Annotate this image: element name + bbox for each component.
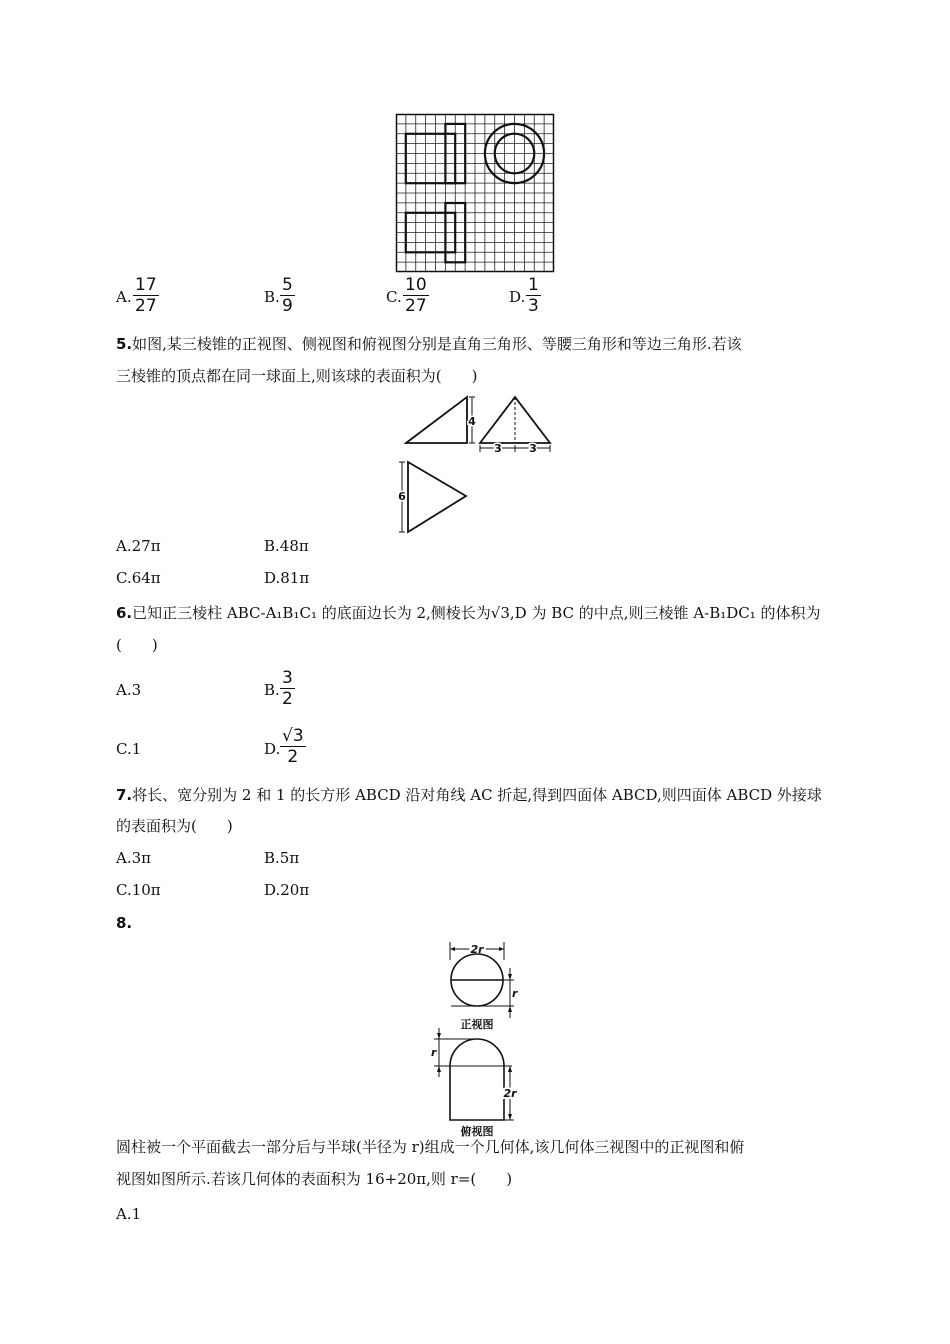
q7-option-a: [116, 849, 151, 867]
q8-option-a-value: 1: [131, 1205, 142, 1223]
q4-option-b-label: B.: [264, 288, 280, 306]
q5-option-d-label: D.: [264, 569, 281, 587]
q6-option-b-fraction: [280, 668, 295, 709]
q5-option-c: [116, 569, 161, 587]
q4-b-numerator: 5: [282, 275, 293, 295]
q5-stem-line2: 三棱锥的顶点都在同一球面上,则该球的表面积为( ): [116, 367, 478, 385]
q4-option-d-fraction: [526, 275, 541, 316]
q5-option-a: [116, 537, 161, 555]
q7-option-b: [264, 849, 299, 867]
q7-option-c: [116, 881, 161, 899]
q4-option-c-label: C.: [386, 288, 402, 306]
q6-option-c: [116, 740, 141, 758]
q4-a-numerator: 17: [135, 275, 157, 295]
q7-option-c-label: C.: [116, 881, 132, 899]
q6-option-c-value: 1: [131, 740, 142, 758]
q8-top-r-label: r: [431, 1046, 437, 1059]
q7-option-a-value: 3π: [131, 849, 152, 867]
q4-option-a-label: A.: [116, 288, 132, 306]
q7-option-b-label: B.: [264, 849, 280, 867]
q8-top-2r-label: 2r: [503, 1087, 517, 1100]
q6-b-numerator: 3: [282, 668, 293, 688]
q4-grid-figure: [396, 114, 554, 272]
q8-front-caption: 正视图: [460, 1018, 494, 1031]
q6-text-line1: 已知正三棱柱 ABC-A₁B₁C₁ 的底面边长为 2,侧棱长为√3,D 为 BC 的中点,则三棱锥 A-B₁DC₁ 的体积为: [132, 604, 821, 622]
q8-option-a-label: A.: [116, 1205, 132, 1223]
q6-d-numerator: √3: [282, 726, 304, 746]
q4-option-b-fraction: [280, 275, 295, 316]
q6-option-c-label: C.: [116, 740, 132, 758]
q6-option-a: [116, 681, 141, 699]
q6-stem-line1: [116, 604, 821, 622]
q5-number: 5.: [116, 335, 133, 353]
q7-text-line1: 将长、宽分别为 2 和 1 的长方形 ABCD 沿对角线 AC 折起,得到四面体 ABCD,则四面体 ABCD 外接球: [132, 786, 822, 804]
q5-option-b: [264, 537, 309, 555]
q6-option-d-fraction: [280, 726, 306, 767]
q7-option-d: [264, 881, 309, 899]
q5-option-d: [264, 569, 309, 587]
q4-a-denominator: 27: [135, 296, 157, 316]
q6-stem-line2: ( ): [116, 636, 158, 654]
q8-stem-line1: 圆柱被一个平面截去一部分后与半球(半径为 r)组成一个几何体,该几何体三视图中的正视图和俯: [116, 1138, 745, 1156]
q4-c-numerator: 10: [405, 275, 427, 295]
q6-option-d-label: D.: [264, 740, 281, 758]
q4-option-d-label: D.: [509, 288, 526, 306]
q5-option-b-value: 48π: [279, 537, 309, 555]
q6-b-denominator: 2: [282, 689, 293, 709]
q5-height-label: 4: [468, 415, 476, 428]
q5-option-a-value: 27π: [131, 537, 161, 555]
q4-d-numerator: 1: [528, 275, 539, 295]
q4-option-c-fraction: [403, 275, 429, 316]
q8-width-label: 2r: [470, 943, 484, 956]
q5-option-b-label: B.: [264, 537, 280, 555]
q5-stem-line1: [116, 335, 742, 353]
q5-option-c-value: 64π: [131, 569, 161, 587]
q6-option-a-value: 3: [131, 681, 142, 699]
q5-front-triangle: [406, 397, 467, 443]
q5-option-a-label: A.: [116, 537, 132, 555]
q4-b-denominator: 9: [282, 296, 293, 316]
q8-top-caption: 俯视图: [460, 1125, 494, 1138]
q8-option-a: [116, 1205, 141, 1223]
q5-option-c-label: C.: [116, 569, 132, 587]
q4-option-a-fraction: [133, 275, 159, 316]
q5-option-d-value: 81π: [280, 569, 310, 587]
q4-c-denominator: 27: [405, 296, 427, 316]
q5-half-b-label: 3: [529, 442, 537, 455]
q4-d-denominator: 3: [528, 296, 539, 316]
q6-number: 6.: [116, 604, 133, 622]
q7-number: 7.: [116, 786, 133, 804]
q5-side-label: 6: [398, 490, 406, 503]
q8-stem-line2: 视图如图所示.若该几何体的表面积为 16+20π,则 r=( ): [116, 1170, 513, 1188]
q6-option-a-label: A.: [116, 681, 132, 699]
q7-option-b-value: 5π: [279, 849, 300, 867]
q5-three-view-figure: [400, 392, 560, 538]
q5-top-triangle: [408, 462, 466, 532]
q6-option-b-label: B.: [264, 681, 280, 699]
q7-option-d-value: 20π: [280, 881, 310, 899]
q4-front-square: [406, 134, 455, 183]
q5-text-line1: 如图,某三棱锥的正视图、侧视图和俯视图分别是直角三角形、等腰三角形和等边三角形.若该: [132, 335, 742, 353]
q7-stem-line1: [116, 786, 822, 804]
q8-number: 8.: [116, 914, 133, 932]
q7-option-c-value: 10π: [131, 881, 161, 899]
q7-stem-line2: 的表面积为( ): [116, 817, 233, 835]
q5-half-a-label: 3: [494, 442, 502, 455]
q8-front-r-label: r: [512, 987, 518, 1000]
q7-option-d-label: D.: [264, 881, 281, 899]
q8-top-arch: [450, 1039, 504, 1120]
q8-three-view-figure: [430, 940, 530, 1138]
q7-option-a-label: A.: [116, 849, 132, 867]
q6-d-denominator: 2: [287, 747, 299, 767]
